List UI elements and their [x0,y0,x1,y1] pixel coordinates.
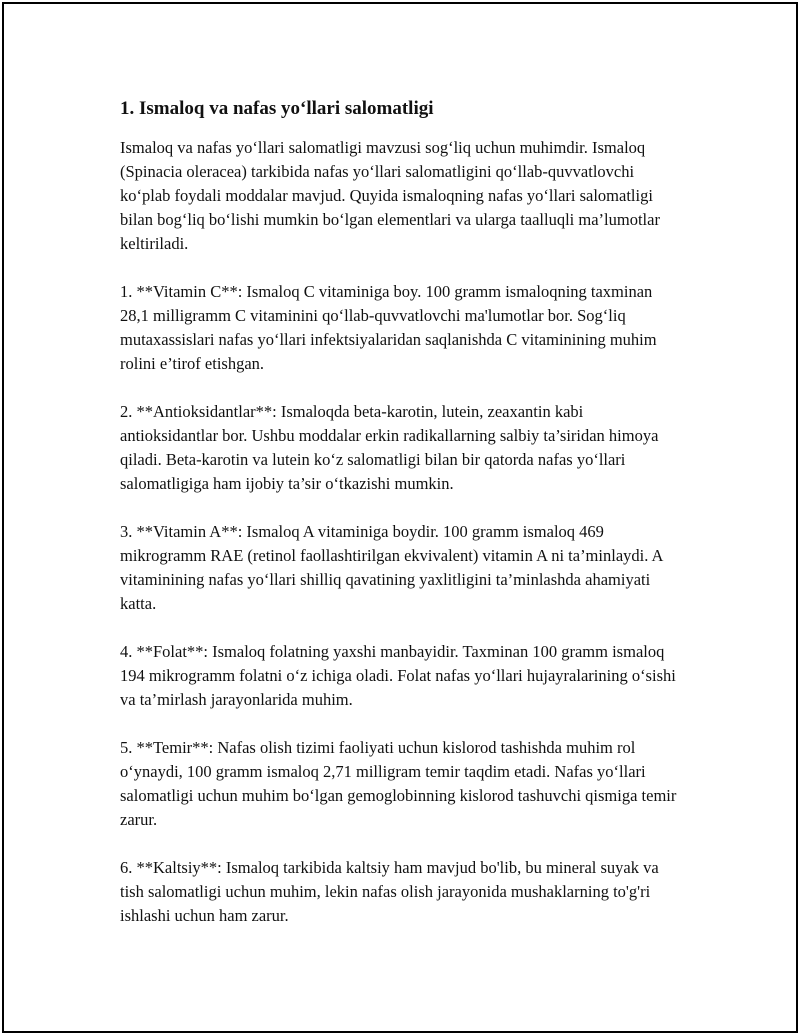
paragraph-iron: 5. **Temir**: Nafas olish tizimi faoliyati uchun kislorod tashishda muhim rol o‘ynaydi, 100 gramm ismaloq 2,71 milligram temir taqdim etadi. Nafas yo‘llari salomatligi uchun muhim bo‘lgan gemoglobinning kislorod tashuvchi qismiga temir zarur. [120,738,677,829]
paragraph-vitamin-c: 1. **Vitamin C**: Ismaloq C vitaminiga boy. 100 gramm ismaloqning taxminan 28,1 milligramm C vitaminini qo‘llab-quvvatlovchi ma'lumotlar bor. Sog‘liq mutaxassislari nafas yo‘llari infektsiyalaridan saqlanishda C vitaminining muhim rolini e’tirof etishgan. [120,282,657,373]
paragraph-calcium: 6. **Kaltsiy**: Ismaloq tarkibida kaltsiy ham mavjud bo'lib, bu mineral suyak va tish salomatligi uchun muhim, lekin nafas olish jarayonida mushaklarning to'g'ri ishlashi uchun ham zarur. [120,858,659,925]
document-body [120,96,680,952]
intro-paragraph: Ismaloq va nafas yo‘llari salomatligi mavzusi sog‘liq uchun muhimdir. Ismaloq (Spinacia oleracea) tarkibida nafas yo‘llari salomatligini qo‘llab-quvvatlovchi ko‘plab foydali moddalar mavjud. Quyida ismaloqning nafas yo‘llari salomatligi bilan bog‘liq bo‘lishi mumkin bo‘lgan elementlari va ularga taalluqli ma’lumotlar keltiriladi. [120,138,660,253]
section-heading: 1. Ismaloq va nafas yo‘llari salomatligi [120,98,434,119]
paragraph-antioxidants: 2. **Antioksidantlar**: Ismaloqda beta-karotin, lutein, zeaxantin kabi antioksidantlar bor. Ushbu moddalar erkin radikallarning salbiy ta’siridan himoya qiladi. Beta-karotin va lutein ko‘z salomatligi bilan bir qatorda nafas yo‘llari salomatligiga ham ijobiy ta’sir o‘tkazishi mumkin. [120,402,659,493]
paragraph-folate: 4. **Folat**: Ismaloq folatning yaxshi manbayidir. Taxminan 100 gramm ismaloq 194 mikrogramm folatni o‘z ichiga oladi. Folat nafas yo‘llari hujayralarining o‘sishi va ta’mirlash jarayonlarida muhim. [120,642,676,709]
page-frame [2,2,798,1033]
paragraph-vitamin-a: 3. **Vitamin A**: Ismaloq A vitaminiga boydir. 100 gramm ismaloq 469 mikrogramm RAE (retinol faollashtirilgan ekvivalent) vitamin A ni ta’minlaydi. A vitaminining nafas yo‘llari shilliq qavatining yaxlitligini ta’minlashda ahamiyati katta. [120,522,663,613]
